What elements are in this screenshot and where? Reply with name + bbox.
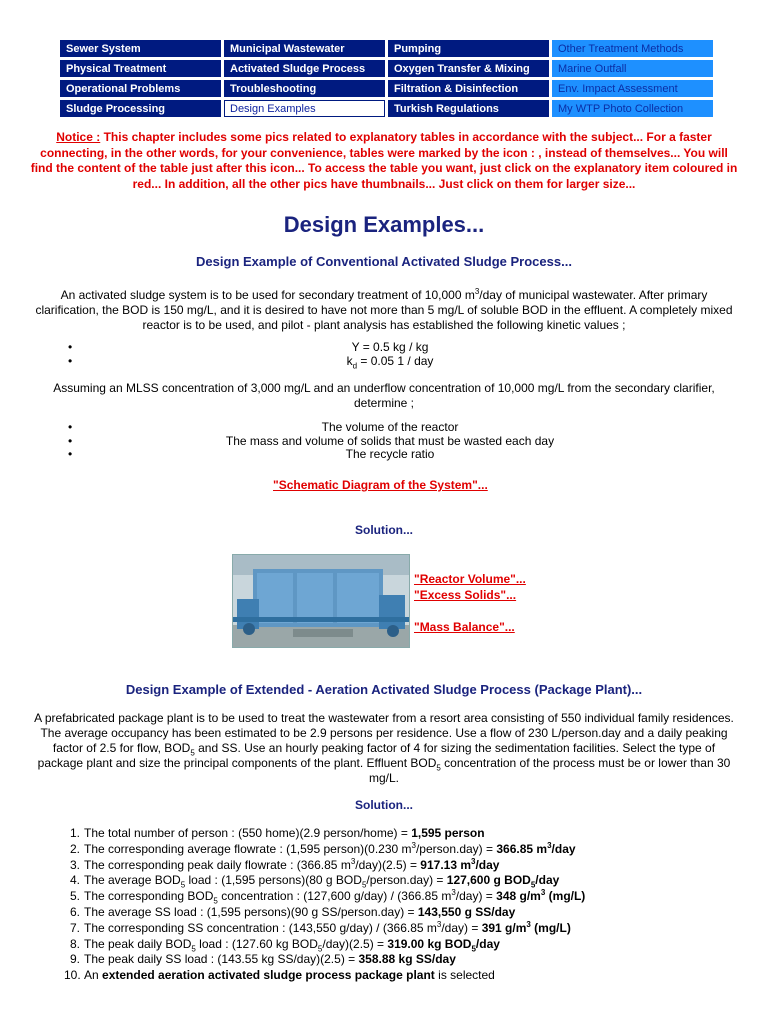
mass-balance-link[interactable]: "Mass Balance"... (414, 620, 515, 634)
schematic-diagram-link[interactable]: "Schematic Diagram of the System"... (273, 478, 488, 492)
list-item: 3. The corresponding peak daily flowrate : (366.85 $m^3/day)(2.5) = 917.13$ $m^3$/day (69, 856, 500, 872)
nav-link-other-treatment-methods[interactable]: Other Treatment Methods (552, 40, 713, 57)
nav-link-physical-treatment[interactable]: Physical Treatment (60, 60, 221, 77)
nav-link-filtration-disinfection[interactable]: Filtration & Disinfection (388, 80, 549, 97)
nav-link-env-impact-assessment[interactable]: Env. Impact Assessment (552, 80, 713, 97)
list-item: 8. The peak daily $BOD_5$ load : (127.60 kg $BOD_5/day)(2.5) = 319.00$ kg $BOD_5$/day (69, 936, 500, 953)
list-item: • The recycle ratio (60, 448, 720, 462)
solution-label: Solution... (355, 523, 413, 537)
example2-problem: A prefabricated package plant is to be used to treat the wastewater from a resort area consisting of 550 individual family residences. The average occupancy has been estimated to be 2.9 persons per residence. Use a flow of 230 L/person.day and a daily peaking factor of 2.5 for flow, $BOD_5$ and SS. Use an hourly peaking factor of 4 for sizing the sedimentation facilities. Select the type of package plant and size the principal components of the plant. Effluent $BOD_5$ concentration of the process must be or lower than 30 mg/L. (34, 711, 734, 785)
notice-text: This chapter includes some pics related to explanatory tables in accordance with the subject... For a faster connecting, in the other words, for your convenience, tables were marked by the icon : , instead of themselves... You will find the content of the table just after this icon... To access the table you want, just click on the explanatory item coloured in red... In addition, all the other pics have thumbnails... Just click on them for larger size... (30, 130, 738, 191)
example1-intro: An activated sludge system is to be used for secondary treatment of 10,000 $m^3$/day of municipal wastewater. After primary clarification, the BOD is 150 mg/L, and it is desired to have not more than 5 mg/L of soluble BOD in the effluent. A completely mixed reactor is to be used, and pilot - plant analysis has established the following kinetic values ; (35, 287, 733, 332)
solution-label-2: Solution... (355, 798, 413, 812)
nav-link-my-wtp-photo-collection[interactable]: My WTP Photo Collection (552, 100, 713, 117)
nav-grid (60, 40, 711, 117)
kinetic-values-list (60, 341, 720, 368)
list-item: • The volume of the reactor (60, 421, 720, 435)
nav-link-activated-sludge-process[interactable]: Activated Sludge Process (224, 60, 385, 77)
example1-assumption: Assuming an MLSS concentration of 3,000 mg/L and an underflow concentration of 10,000 mg/L from the secondary clarifier, determine ; (53, 381, 715, 410)
list-item: 9. The peak daily SS load : (143.55 kg SS/day)(2.5) = 358.88 kg SS/day (69, 952, 456, 967)
list-item: • $k_d = 0.05$ 1 / day (60, 355, 720, 369)
example2-heading: Design Example of Extended - Aeration Activated Sludge Process (Package Plant)... (125, 682, 643, 697)
list-item: 5. The corresponding $BOD_5$ concentration : (127,600 g/day) / (366.85 $m^3/day) = 348$ $g/m^3$ (mg/L) (69, 888, 586, 906)
list-item: 1. The total number of person : (550 home)(2.9 person/home) = 1,595 person (69, 826, 485, 840)
reactor-volume-link[interactable]: "Reactor Volume"... (414, 572, 526, 586)
list-item: 2. The corresponding average flowrate : (1,595 person)(0.230 $m^3/person.day) = 366.85$ $m^3$/day (69, 840, 576, 856)
list-item: • The mass and volume of solids that must be wasted each day (60, 435, 720, 449)
page-title: Design Examples... (283, 212, 485, 237)
nav-link-oxygen-transfer-mixing[interactable]: Oxygen Transfer & Mixing (388, 60, 549, 77)
tasks-list (60, 421, 720, 462)
nav-link-turkish-regulations[interactable]: Turkish Regulations (388, 100, 549, 117)
notice (28, 130, 740, 192)
nav-link-sludge-processing[interactable]: Sludge Processing (60, 100, 221, 117)
list-item: 6. The average SS load : (1,595 persons)(90 g SS/person.day) = 143,550 g SS/day (69, 904, 516, 919)
nav-link-operational-problems[interactable]: Operational Problems (60, 80, 221, 97)
nav-link-municipal-wastewater[interactable]: Municipal Wastewater (224, 40, 385, 57)
nav-link-sewer-system[interactable]: Sewer System (60, 40, 221, 57)
nav-link-design-examples[interactable]: Design Examples (224, 100, 385, 117)
reactor-photo[interactable] (232, 554, 410, 648)
example1-heading: Design Example of Conventional Activated Sludge Process... (196, 254, 572, 269)
excess-solids-link[interactable]: "Excess Solids"... (414, 588, 517, 602)
list-item: 7. The corresponding SS concentration : (143,550 g/day) / (366.85 $m^3/day) = 391$ $g/m^3$ (mg/L) (69, 919, 571, 935)
notice-label: Notice : (56, 130, 101, 144)
reactor-photo-image (233, 555, 409, 647)
nav-link-pumping[interactable]: Pumping (388, 40, 549, 57)
nav-link-troubleshooting[interactable]: Troubleshooting (224, 80, 385, 97)
list-item: 10. An extended aeration activated sludge process package plant is selected (64, 968, 495, 983)
list-item: 4. The average $BOD_5$ load : (1,595 persons)(80 g $BOD_5/person.day) = 127,600$ g $BOD_5$/day (69, 873, 560, 890)
list-item: • Y = 0.5 kg / kg (60, 341, 720, 355)
nav-link-marine-outfall[interactable]: Marine Outfall (552, 60, 713, 77)
solution-steps (64, 826, 744, 984)
